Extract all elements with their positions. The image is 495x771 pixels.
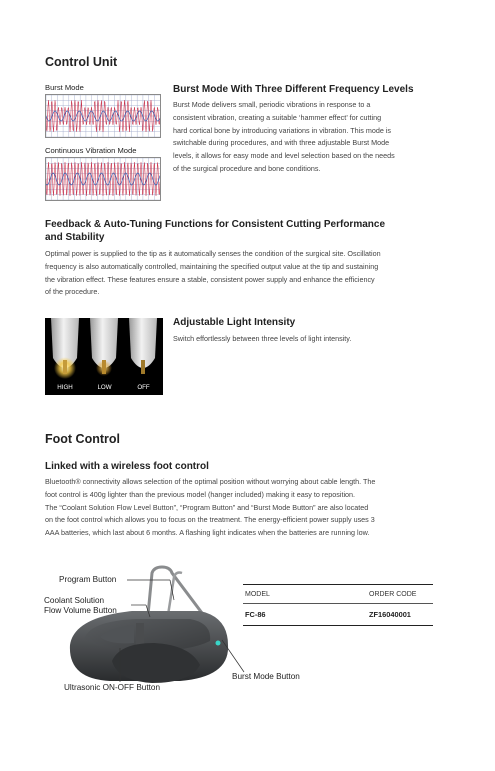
foot-control-text bbox=[45, 476, 445, 540]
burst-text-line: consistent vibration, creating a suitable ‘hammer effect’ for cutting bbox=[173, 112, 382, 122]
ultrasonic-button-callout: Ultrasonic ON-OFF Button bbox=[64, 683, 160, 692]
program-button-callout: Program Button bbox=[59, 575, 117, 584]
burst-mode-waveform bbox=[45, 94, 161, 138]
feedback-title-line: Feedback & Auto-Tuning Functions for Consistent Cutting Performance bbox=[45, 219, 386, 230]
continuous-mode-waveform bbox=[45, 157, 161, 201]
foot-text-line: AAA batteries, which last about 6 months. A flashing light indicates when the batteries are running low. bbox=[45, 528, 370, 538]
handpiece-off bbox=[129, 318, 157, 374]
foot-control-heading: Foot Control bbox=[45, 432, 120, 446]
light-level-low: LOW bbox=[97, 384, 112, 391]
light-intensity-title: Adjustable Light Intensity bbox=[173, 317, 296, 328]
feedback-text-line: the vibration effect. These features ensure a stable, consistent power supply and enhance the efficiency bbox=[45, 274, 375, 284]
model-value: FC-86 bbox=[245, 610, 266, 619]
table-row bbox=[243, 604, 433, 626]
burst-text-line: hard cortical bone by introducing variations in vibration. This mode is bbox=[173, 125, 392, 135]
burst-mode-label: Burst Mode bbox=[45, 83, 84, 92]
foot-control-subheading: Linked with a wireless foot control bbox=[45, 461, 209, 472]
feedback-text bbox=[45, 248, 445, 299]
control-unit-heading: Control Unit bbox=[45, 55, 118, 69]
light-level-off: OFF bbox=[137, 384, 150, 391]
light-intensity-photo bbox=[45, 318, 163, 395]
order-code-value: ZF16040001 bbox=[369, 610, 411, 619]
foot-text-line: on the foot control which allows you to focus on the treatment. The energy-efficient power supply uses 3 bbox=[45, 515, 375, 525]
order-table-header bbox=[243, 584, 433, 604]
feedback-text-line: frequency is also automatically controlled, maintaining the specified output value at the tip and sustaining bbox=[45, 261, 379, 271]
burst-mode-text bbox=[173, 99, 443, 176]
light-intensity-text: Switch effortlessly between three levels of light intensity. bbox=[173, 334, 352, 343]
handpiece-high bbox=[51, 318, 79, 379]
burst-text-line: switchable during procedures, and with three adjustable Burst Mode bbox=[173, 138, 390, 148]
order-code-column-header: ORDER CODE bbox=[369, 590, 417, 598]
coolant-button-callout-line2: Flow Volume Button bbox=[44, 606, 117, 615]
foot-text-line: foot control is 400g lighter than the previous model (hanger included) making it easy to reposition. bbox=[45, 489, 356, 499]
order-table bbox=[243, 584, 433, 626]
light-level-labels bbox=[45, 384, 163, 391]
burst-text-line: levels, it allows for easy mode and level selection based on the needs bbox=[173, 151, 395, 161]
burst-mode-button-callout: Burst Mode Button bbox=[232, 672, 300, 681]
handpiece-low bbox=[90, 318, 118, 376]
coolant-button-callout-line1: Coolant Solution bbox=[44, 596, 105, 605]
foot-text-line: Bluetooth® connectivity allows selection of the optimal position without worrying about cable length. The bbox=[45, 477, 376, 486]
light-level-high: HIGH bbox=[57, 384, 73, 391]
feedback-text-line: of the procedure. bbox=[45, 287, 100, 297]
feedback-title-line: and Stability bbox=[45, 232, 105, 243]
burst-mode-title: Burst Mode With Three Different Frequency Levels bbox=[173, 84, 414, 95]
foot-text-line: The “Coolant Solution Flow Level Button”, “Program Button” and “Burst Mode Button” are also located bbox=[45, 502, 369, 512]
feedback-title bbox=[45, 218, 445, 244]
model-column-header: MODEL bbox=[245, 590, 270, 598]
burst-text-line: Burst Mode delivers small, periodic vibrations in response to a bbox=[173, 100, 371, 109]
continuous-mode-label: Continuous Vibration Mode bbox=[45, 146, 137, 155]
feedback-text-line: Optimal power is supplied to the tip as it automatically senses the condition of the surgical site. Oscillation bbox=[45, 249, 381, 258]
burst-text-line: of the surgical procedure and bone conditions. bbox=[173, 163, 321, 173]
